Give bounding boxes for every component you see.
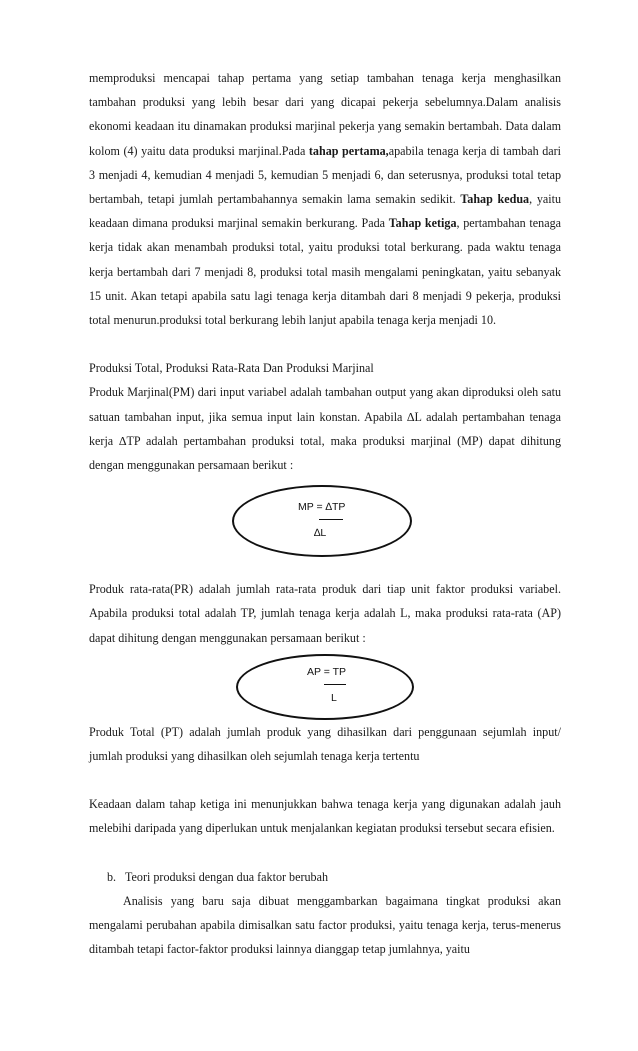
formula-ellipse bbox=[236, 654, 414, 720]
fraction-bar bbox=[319, 519, 343, 520]
fraction-bar bbox=[324, 684, 346, 685]
section-heading: Produksi Total, Produksi Rata-Rata Dan Produksi Marjinal bbox=[89, 361, 374, 376]
bold-tahap-pertama: tahap pertama, bbox=[308, 143, 389, 158]
list-marker: b. bbox=[107, 869, 117, 884]
paragraph-dua-faktor: Analisis yang baru saja dibuat menggambarkan bagaimana tingkat produksi akan mengalami perubahan apabila dimisalkan satu factor produksi, yaitu tenaga kerja, terus-menerus ditambah tetapi factor-faktor produksi lainnya dianggap tetap jumlahnya, yaitu bbox=[89, 893, 561, 957]
formula-ap bbox=[89, 650, 561, 720]
paragraph-tahap-ketiga: Keadaan dalam tahap ketiga ini menunjukkan bahwa tenaga kerja yang digunakan adalah jauh melebihi daripada yang diperlukan untuk menjalankan kegiatan produksi tersebut secara efisien. bbox=[89, 797, 561, 836]
list-item-text: Teori produksi dengan dua faktor berubah bbox=[125, 869, 329, 884]
paragraph-produk-rata-rata: Produk rata-rata(PR) adalah jumlah rata-rata produk dari tiap unit faktor produksi variabel. Apabila produksi total adalah TP, jumlah tenaga kerja adalah L, maka produksi rata-rata (AP) dapat dihitung dengan menggunakan persamaan berikut : bbox=[89, 582, 561, 645]
text-run: , yaitu keadaan dimana produksi marjinal semakin berkurang. Pada bbox=[89, 192, 562, 231]
formula-ellipse bbox=[232, 485, 412, 557]
text-run: apabila tenaga kerja di tambah dari 3 menjadi 4, kemudian 4 menjadi 5, kemudian 5 menjadi 6, dan seterusnya, produksi total tetap bertambah, tetapi jumlah pertambahannya semakin lama semakin sedikit. bbox=[89, 143, 561, 207]
text-run: memproduksi mencapai tahap pertama yang setiap tambahan tenaga kerja menghasilkan tambahan produksi yang lebih besar dari yang dicapai pekerja sebelumnya.Dalam analisis ekonomi keadaan itu dinamakan produksi marjinal pekerja yang semakin bertambah. Data dalam kolom (4) yaitu data produksi marjinal.Pada bbox=[89, 71, 561, 158]
paragraph-produk-marjinal: Produk Marjinal(PM) dari input variabel adalah tambahan output yang akan diproduksi oleh satu satuan tambahan input, jika semua input lain konstan. Apabila ∆L adalah pertambahan tenaga kerja ∆TP adalah pertambahan produksi total, maka produksi marjinal (MP) dapat dihitung dengan menggunakan persamaan berikut : bbox=[89, 385, 561, 473]
text-run: , pertambahan tenaga kerja tidak akan menambah produksi total, yaitu produksi total berkurang. pada waktu tenaga kerja bertambah dari 7 menjadi 8, produksi total masih mengalami peningkatan, yaitu sebanyak 15 unit. Akan tetapi apabila satu lagi tenaga kerja ditambah dari 8 menjadi 9 pekerja, produksi total menurun.produksi total berkurang lebih lanjut apabila tenaga kerja menjadi 10. bbox=[89, 216, 561, 328]
document-page bbox=[89, 66, 561, 961]
formula-ap-numerator: AP = TP bbox=[307, 665, 347, 678]
paragraph-produk-total: Produk Total (PT) adalah jumlah produk yang dihasilkan dari penggunaan sejumlah input/ jumlah produksi yang dihasilkan oleh sejumlah tenaga kerja tertentu bbox=[89, 724, 561, 764]
formula-mp bbox=[89, 477, 561, 577]
bold-tahap-kedua: Tahap kedua bbox=[460, 192, 530, 207]
list-item-b bbox=[89, 865, 561, 889]
bold-tahap-ketiga: Tahap ketiga bbox=[388, 216, 457, 231]
formula-mp-denominator: ∆L bbox=[314, 527, 327, 540]
paragraph-tahap-produksi bbox=[89, 66, 561, 332]
formula-mp-numerator: MP = ∆TP bbox=[298, 501, 346, 514]
formula-ap-denominator: L bbox=[331, 691, 337, 704]
